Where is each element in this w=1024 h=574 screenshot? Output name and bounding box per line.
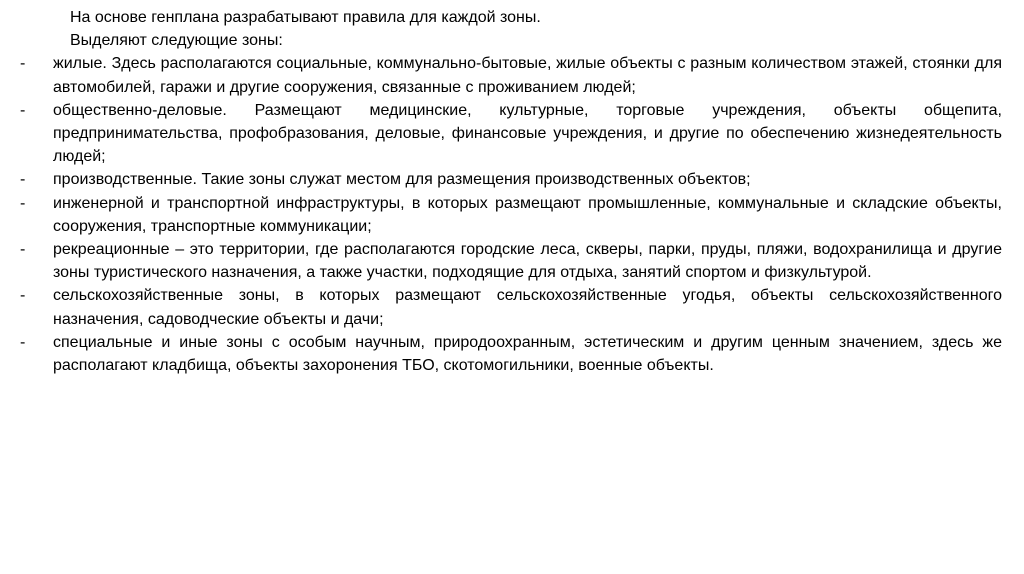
list-item <box>0 284 1024 330</box>
list-item <box>0 331 1024 377</box>
bullet-dash: - <box>20 333 26 351</box>
list-item <box>0 192 1024 238</box>
list-item-text: производственные. Такие зоны служат местом для размещения производственных объектов; <box>53 171 751 189</box>
document-body <box>0 6 1024 377</box>
list-item-text: общественно-деловые. Размещают медицинские, культурные, торговые учреждения, объекты общепита, предпринимательства, профобразования, деловые, финансовые учреждения, и другие по обеспечению жизнедеятельность людей; <box>53 101 1002 166</box>
list-item <box>0 52 1024 98</box>
list-item <box>0 168 1024 191</box>
list-item-text: жилые. Здесь располагаются социальные, коммунально-бытовые, жилые объекты с разным количеством этажей, стоянки для автомобилей, гаражи и другие сооружения, связанные с проживанием людей; <box>53 55 1002 96</box>
bullet-dash: - <box>20 171 26 189</box>
list-item-text: специальные и иные зоны с особым научным, природоохранным, эстетическим и другим ценным значением, здесь же располагают кладбища, объекты захоронения ТБО, скотомогильники, военные объекты. <box>53 333 1002 375</box>
intro-line: На основе генплана разрабатывают правила для каждой зоны. <box>70 9 541 26</box>
list-item <box>0 238 1024 284</box>
list-item-text: сельскохозяйственные зоны, в которых размещают сельскохозяйственные угодья, объекты сельскохозяйственного назначения, садоводческие объекты и дачи; <box>53 287 1002 328</box>
intro-line: Выделяют следующие зоны: <box>70 32 283 50</box>
bullet-dash: - <box>20 55 26 73</box>
list-item <box>0 99 1024 169</box>
bullet-dash: - <box>20 101 26 119</box>
bullet-dash: - <box>20 194 26 212</box>
list-item-text: инженерной и транспортной инфраструктуры, в которых размещают промышленные, коммунальные и складские объекты, сооружения, транспортные коммуникации; <box>53 194 1002 235</box>
zone-list <box>0 52 1024 377</box>
list-item-text: рекреационные – это территории, где располагаются городские леса, скверы, парки, пруды, пляжи, водохранилища и другие зоны туристического назначения, а также участки, подходящие для отдыха, занятий спортом и физкультурой. <box>53 241 1002 282</box>
bullet-dash: - <box>20 287 26 305</box>
bullet-dash: - <box>20 241 26 259</box>
